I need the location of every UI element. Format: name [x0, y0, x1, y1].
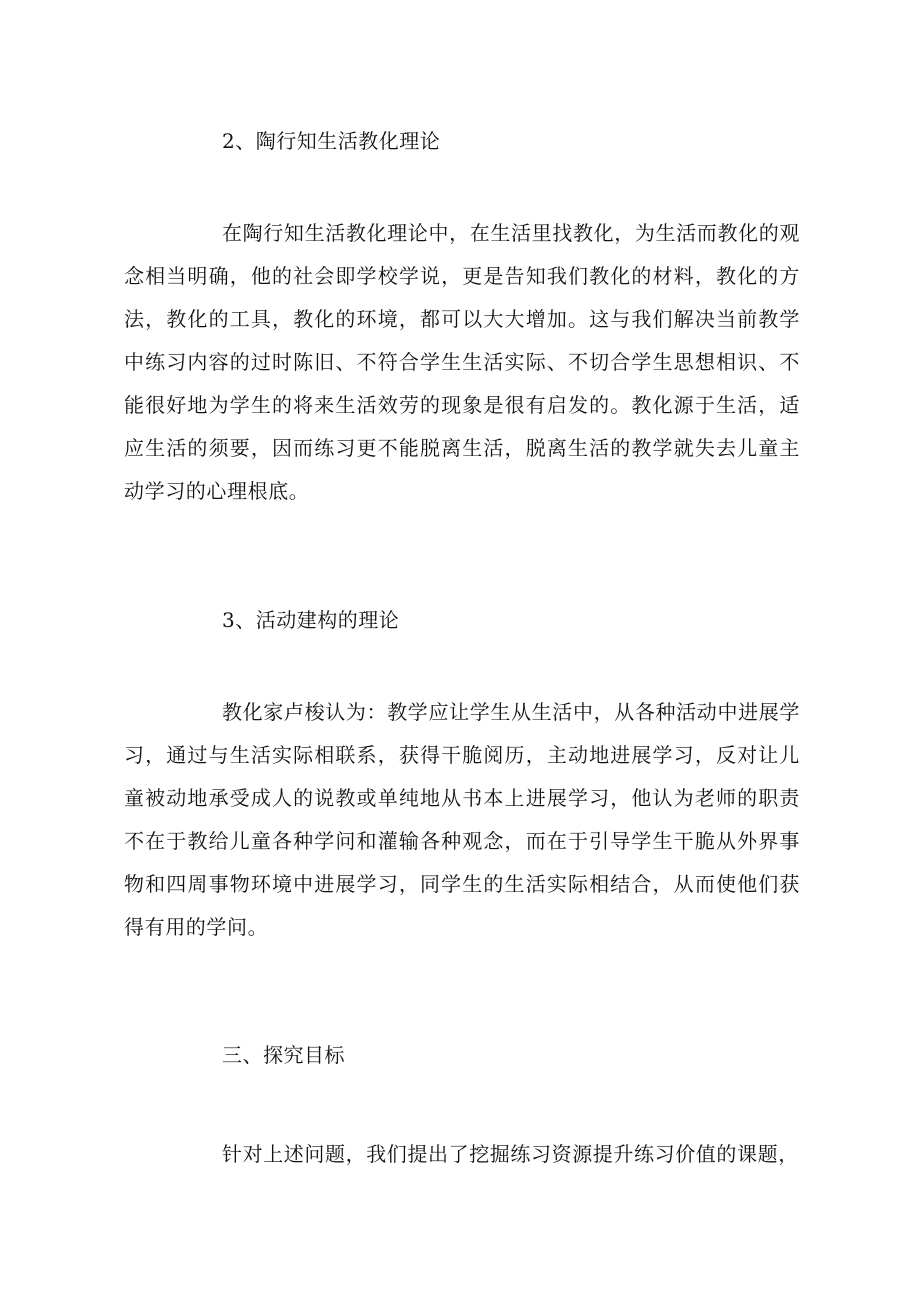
section-heading-activity-construction: 3、活动建构的理论	[222, 608, 400, 632]
section-heading-research-goal: 三、探究目标	[222, 1043, 345, 1067]
section-heading-tao-xingzhi: 2、陶行知生活教化理论	[222, 129, 441, 153]
paragraph-tao-xingzhi-theory: 在陶行知生活教化理论中，在生活里找教化，为生活而教化的观念相当明确，他的社会即学校学说，更是告知我们教化的材料，教化的方法，教化的工具，教化的环境，都可以大大增加。这与我们解决当前教学中练习内容的过时陈旧、不符合学生生活实际、不切合学生思想相识、不能很好地为学生的将来生活效劳的现象是很有启发的。教化源于生活，适应生活的须要，因而练习更不能脱离生活，脱离生活的教学就失去儿童主动学习的心理根底。	[124, 221, 800, 503]
paragraph-activity-construction: 教化家卢梭认为：教学应让学生从生活中，从各种活动中进展学习，通过与生活实际相联系，获得干脆阅历，主动地进展学习，反对让儿童被动地承受成人的说教或单纯地从书本上进展学习，他认为老师的职责不在于教给儿童各种学问和灌输各种观念，而在于引导学生干脆从外界事物和四周事物环境中进展学习，同学生的生活实际相结合，从而使他们获得有用的学问。	[124, 700, 800, 939]
paragraph-research-goal: 针对上述问题，我们提出了挖掘练习资源提升练习价值的课题，	[222, 1142, 799, 1166]
